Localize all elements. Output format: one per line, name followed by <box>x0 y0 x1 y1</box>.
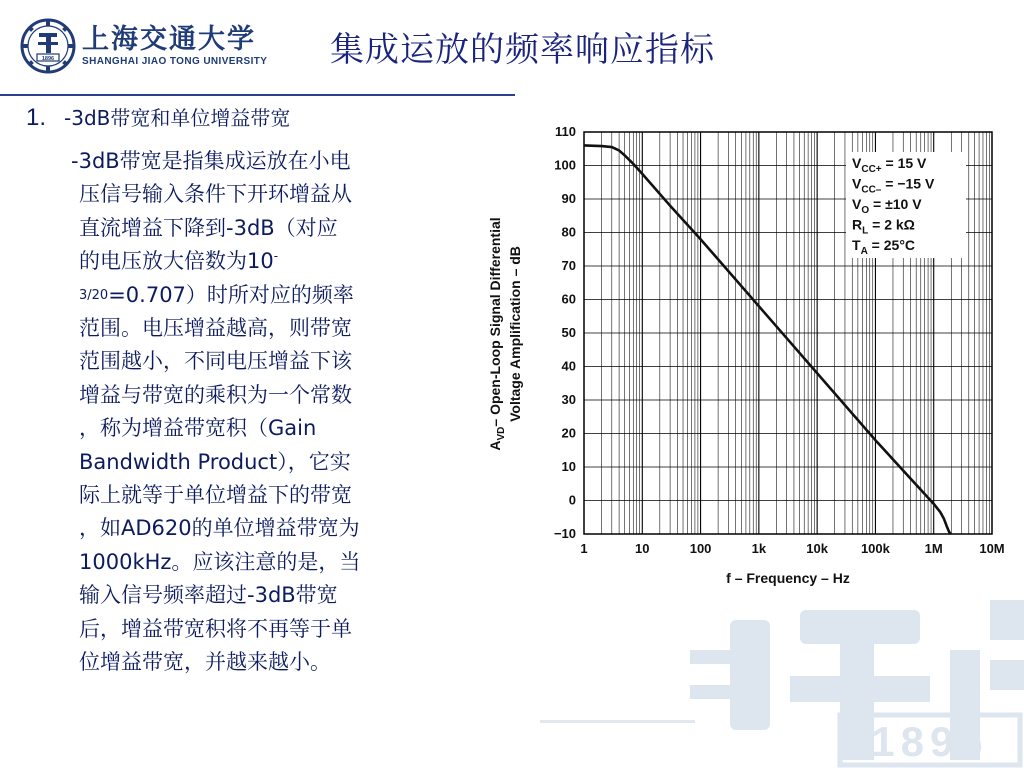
x-tick-label: 10 <box>635 541 650 556</box>
y-tick-label: 80 <box>561 224 576 240</box>
x-tick-label: 100 <box>689 541 712 556</box>
watermark-year: 1896 <box>871 718 989 765</box>
y-tick-label: 0 <box>568 492 576 508</box>
y-tick-label: 10 <box>561 459 576 474</box>
section-heading <box>26 102 290 132</box>
slide-title: 集成运放的频率响应指标 <box>330 30 715 70</box>
y-tick-label: 110 <box>555 124 576 139</box>
body-line: 1000kHz。应该注意的是，当 <box>79 549 361 574</box>
body-line-text: =0.707）时所对应的频率 <box>108 282 354 307</box>
y-tick-label: 100 <box>554 157 576 173</box>
heading-number: 1. <box>26 104 47 131</box>
body-line <box>79 245 453 278</box>
y-tick-label: 30 <box>561 392 576 407</box>
legend <box>846 152 966 258</box>
y-tick-label: 50 <box>561 325 576 340</box>
logo-chinese-name: 上海交通大学 <box>82 24 256 55</box>
x-tick-label: 1M <box>924 541 943 556</box>
y-tick-label: 60 <box>561 291 576 307</box>
y-tick-label: 40 <box>561 358 576 374</box>
body-line: 范围越小，不同电压增益下该 <box>79 349 352 374</box>
y-tick-label: 90 <box>561 191 576 206</box>
legend-entry: $T_A = 25^\circ C$ <box>852 237 916 257</box>
title-divider <box>0 94 515 96</box>
x-tick-label: 10M <box>979 541 1005 556</box>
body-line: 际上就等于单位增益下的带宽 <box>79 483 352 508</box>
y-tick-label: −10 <box>553 526 576 541</box>
x-tick-label: 1 <box>580 541 588 556</box>
logo-english-name: SHANGHAI JIAO TONG UNIVERSITY <box>82 56 268 67</box>
heading-text: -3dB带宽和单位增益带宽 <box>64 106 291 130</box>
logo-year: 1896 <box>41 56 55 62</box>
x-tick-label: 100k <box>860 541 890 556</box>
body-line: 直流增益下降到-3dB（对应 <box>79 215 338 240</box>
exponent-fraction: 3/20 <box>79 287 109 303</box>
x-tick-label: 10k <box>806 541 828 556</box>
watermark-line <box>540 720 695 723</box>
body-line: 后，增益带宽积将不再等于单 <box>79 616 352 641</box>
body-line: ，如AD620的单位增益带宽为 <box>79 516 360 541</box>
y-axis-label-line1: $A_{VD}-$ Open-Loop Signal Differential <box>487 217 507 451</box>
body-line <box>79 279 453 312</box>
legend-entry: $R_L = 2$ kΩ <box>852 216 915 237</box>
y-axis-label <box>487 217 523 450</box>
body-line: -3dB带宽是指集成运放在小电 <box>71 149 351 173</box>
y-tick-label: 70 <box>561 258 576 273</box>
body-line: 范围。电压增益越高，则带宽 <box>79 316 352 341</box>
watermark-seal-icon <box>690 590 1024 768</box>
legend-entry: $V_O = \pm 10$ V <box>852 196 922 216</box>
university-seal-icon <box>20 18 76 74</box>
body-line: Bandwidth Product），它实 <box>79 449 351 474</box>
body-line: 增益与带宽的乘积为一个常数 <box>79 382 352 407</box>
body-line: 位增益带宽，并越来越小。 <box>79 650 331 675</box>
body-line: 输入信号频率超过-3dB带宽 <box>79 583 338 608</box>
body-line: ，称为增益带宽积（Gain <box>79 416 317 441</box>
body-line: 压信号输入条件下开环增益从 <box>79 182 352 207</box>
y-axis-label-line2: Voltage Amplification – dB <box>507 246 523 422</box>
x-tick-label: 1k <box>751 541 767 556</box>
legend-entry: $V_{CC+} = 15$ V <box>852 155 927 175</box>
y-tick-labels <box>554 124 576 541</box>
body-line-text: 的电压放大倍数为10 <box>79 249 274 274</box>
frequency-response-chart <box>480 110 1024 590</box>
body-paragraph <box>71 145 453 680</box>
x-axis-label: f – Frequency – Hz <box>726 570 850 586</box>
legend-entry: $V_{CC-} = -15$ V <box>852 175 935 196</box>
exponent-minus: - <box>273 249 279 264</box>
x-tick-labels <box>580 541 1004 556</box>
y-tick-label: 20 <box>561 425 576 441</box>
university-logo <box>20 18 267 74</box>
